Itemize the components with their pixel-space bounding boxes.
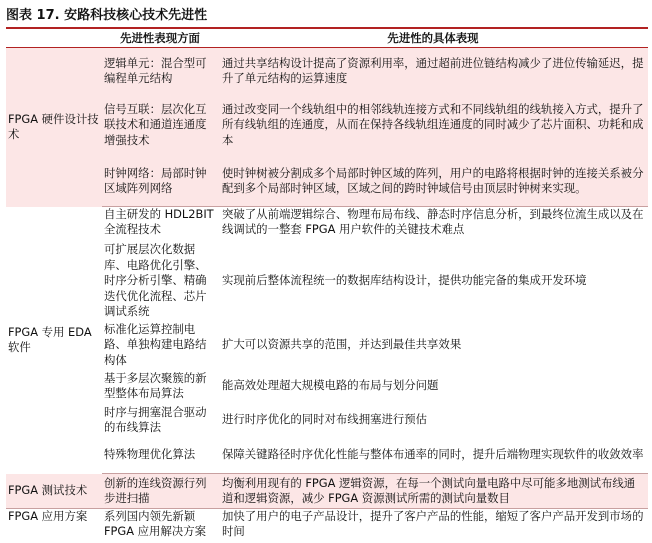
table-row [6, 369, 648, 403]
table-row [6, 474, 648, 509]
detail-cell: 实现前后整体流程统一的数据库结构设计，提供功能完备的集成开发环境 [218, 241, 648, 321]
category-label: FPGA 硬件设计技术 [8, 112, 102, 143]
aspect-cell: 系列国内领先新颖 FPGA 应用解决方案 [102, 509, 218, 543]
detail-cell: 突破了从前端逻辑综合、物理布局布线、静态时序信息分析，到最终位流生成以及在线调试的一整套 FPGA 用户软件的关键技术难点 [218, 207, 648, 242]
category-cell [6, 207, 102, 474]
aspect-cell: 创新的连线资源行列步进扫描 [102, 474, 218, 509]
table-row [6, 48, 648, 95]
table-row [6, 241, 648, 321]
category-label: FPGA 专用 EDA 软件 [8, 325, 102, 356]
detail-cell: 均衡利用现有的 FPGA 逻辑资源，在每一个测试向量电路中尽可能多地测试布线通道和逻辑资源，减少 FPGA 资源测试所需的测试向量数目 [218, 474, 648, 509]
aspect-cell: 可扩展层次化数据库、电路优化引擎、时序分析引擎、精确迭代优化流程、芯片调试系统 [102, 241, 218, 321]
aspect-cell: 标准化运算控制电路、单独构建电路结构体 [102, 321, 218, 369]
table-row [6, 207, 648, 242]
aspect-cell: 特殊物理优化算法 [102, 437, 218, 474]
detail-cell: 加快了用户的电子产品设计，提升了客户产品的性能，缩短了客户产品开发到市场的时间 [218, 509, 648, 543]
table-row [6, 403, 648, 437]
detail-cell: 进行时序优化的同时对布线拥塞进行预估 [218, 403, 648, 437]
category-cell [6, 48, 102, 207]
category-cell [6, 474, 102, 509]
table-row [6, 94, 648, 156]
aspect-cell: 逻辑单元：混合型可编程单元结构 [102, 48, 218, 95]
table-header-row [6, 30, 648, 48]
title-rule [6, 27, 648, 29]
detail-cell: 扩大可以资源共享的范围，并达到最佳共享效果 [218, 321, 648, 369]
table-row [6, 156, 648, 207]
detail-cell: 能高效处理超大规模电路的布局与划分问题 [218, 369, 648, 403]
detail-cell: 通过共享结构设计提高了资源利用率，通过超前进位链结构减少了进位传输延迟，提升了单元结构的运算速度 [218, 48, 648, 95]
header-aspect: 先进性表现方面 [102, 30, 218, 48]
header-category [6, 30, 102, 48]
detail-cell: 通过改变同一个线轨组中的相邻线轨连接方式和不同线轨组的线轨接入方式，提升了所有线轨组的连通度，从而在保持各线轨组连通度的同时减少了芯片面积、功耗和成本 [218, 94, 648, 156]
table-row [6, 321, 648, 369]
category-label: FPGA 应用方案 [8, 509, 102, 524]
tech-advantage-table [6, 30, 648, 543]
table-row [6, 437, 648, 474]
aspect-cell: 自主研发的 HDL2BIT 全流程技术 [102, 207, 218, 242]
aspect-cell: 时序与拥塞混合驱动的布线算法 [102, 403, 218, 437]
detail-cell: 使时钟树被分割成多个局部时钟区域的阵列，用户的电路将根据时钟的连接关系被分配到多个局部时钟区域，区域之间的跨时钟域信号由顶层时钟树来实现。 [218, 156, 648, 207]
aspect-cell: 信号互联：层次化互联技术和通道连通度增强技术 [102, 94, 218, 156]
aspect-cell: 基于多层次聚簇的新型整体布局算法 [102, 369, 218, 403]
header-detail: 先进性的具体表现 [218, 30, 648, 48]
figure-title: 图表 17. 安路科技核心技术先进性 [6, 6, 646, 26]
category-label: FPGA 测试技术 [8, 483, 102, 498]
aspect-cell: 时钟网络：局部时钟区域阵列网络 [102, 156, 218, 207]
detail-cell: 保障关键路径时序优化性能与整体布通率的同时，提升后端物理实现软件的收敛效率 [218, 437, 648, 474]
